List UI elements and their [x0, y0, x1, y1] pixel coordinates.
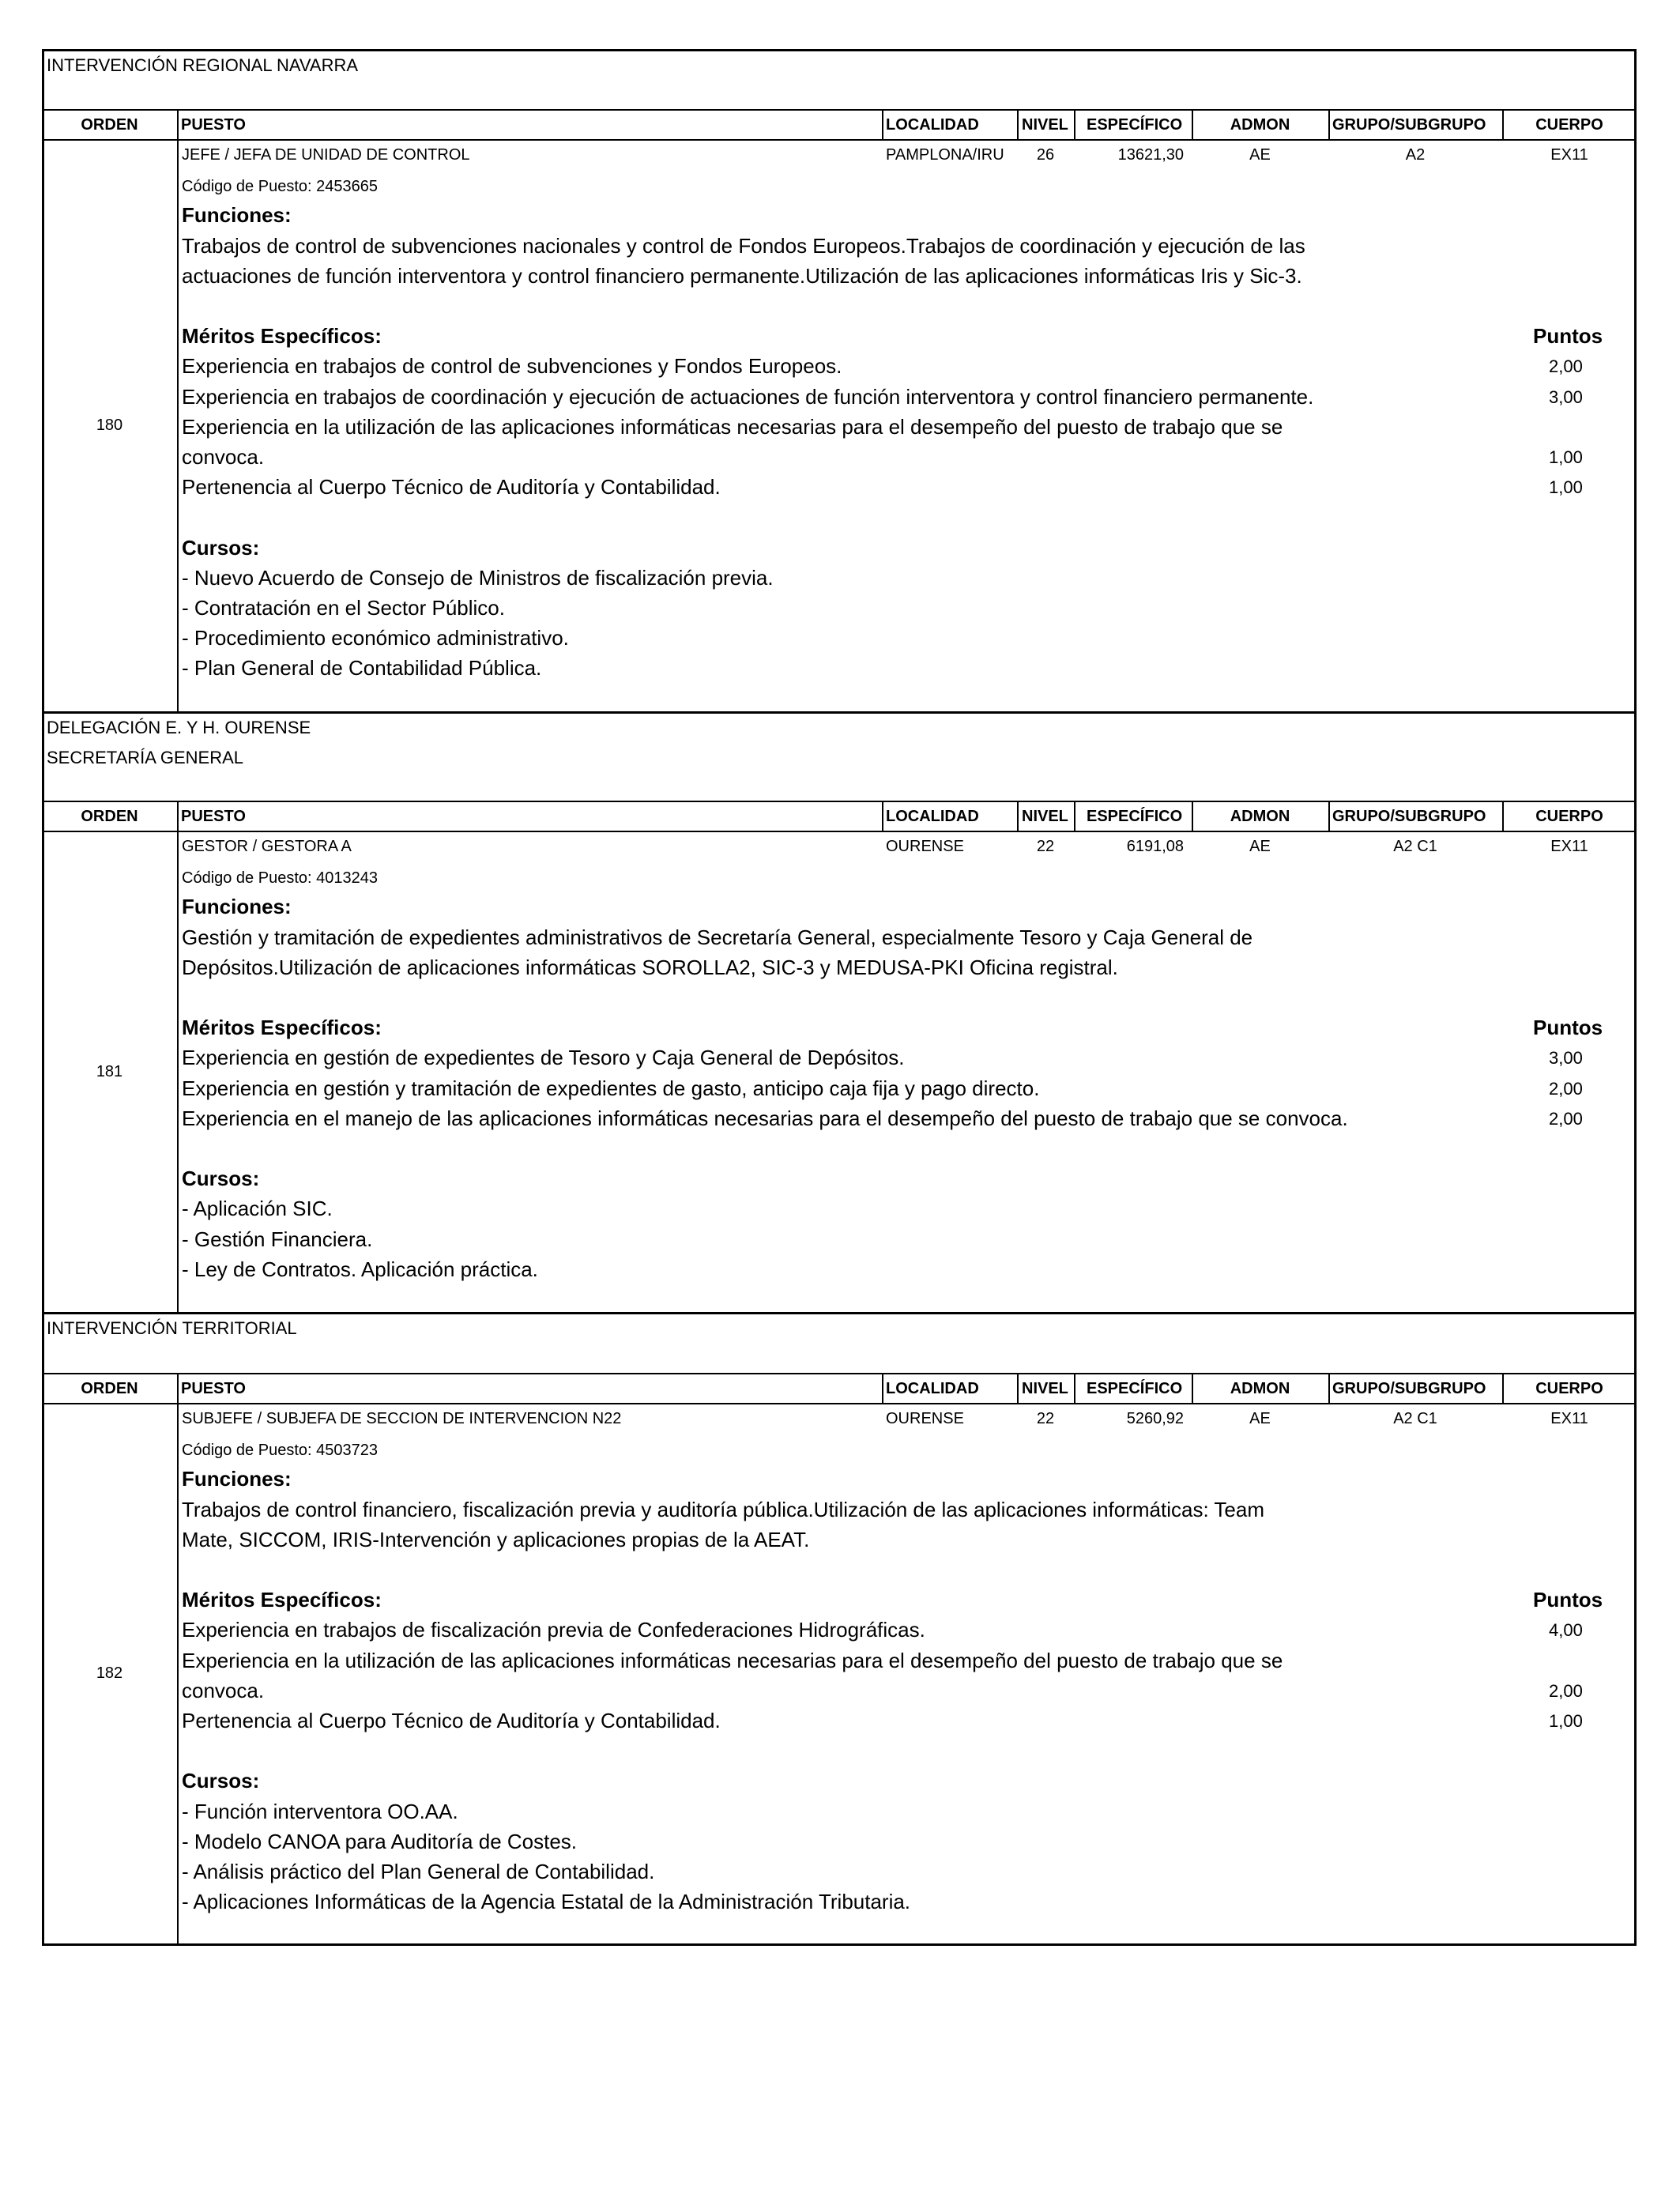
col-header-orden: ORDEN [81, 1380, 138, 1397]
especifico-value: 13621,30 [1117, 146, 1184, 164]
grupo-value: A2 C1 [1393, 838, 1437, 855]
especifico-value: 6191,08 [1126, 838, 1184, 855]
funciones-line: actuaciones de función interventora y control financiero permanente.Utilización de las aplicaciones informáticas Iris y Sic-3. [182, 263, 1302, 288]
curso-item: - Función interventora OO.AA. [182, 1799, 458, 1823]
col-header-especifico: ESPECÍFICO [1087, 1380, 1183, 1397]
col-header-localidad: LOCALIDAD [886, 116, 979, 134]
merito-puntos: 1,00 [1549, 447, 1583, 467]
col-header-grupo: GRUPO/SUBGRUPO [1332, 1380, 1486, 1397]
funciones-line: Trabajos de control de subvenciones nacionales y control de Fondos Europeos.Trabajos de coordinación y ejecución de las [182, 233, 1305, 258]
localidad-value: OURENSE [886, 838, 964, 855]
grupo-value: A2 C1 [1393, 1410, 1437, 1427]
merito-line: Experiencia en la utilización de las aplicaciones informáticas necesarias para el desempeño del puesto de trabajo que se [182, 414, 1283, 439]
meritos-title: Méritos Específicos: [182, 324, 382, 349]
meritos-title: Méritos Específicos: [182, 1588, 382, 1612]
frame-bottom [42, 1943, 1637, 1946]
section-top-rule [42, 1312, 1637, 1314]
header-bottom-rule [42, 1403, 1637, 1404]
orden-number: 181 [96, 1062, 123, 1080]
merito-puntos: 3,00 [1549, 386, 1583, 407]
section-heading: SECRETARÍA GENERAL [47, 748, 243, 767]
col-header-admon: ADMON [1230, 1380, 1290, 1397]
puesto-title: JEFE / JEFA DE UNIDAD DE CONTROL [182, 146, 470, 164]
col-header-puesto: PUESTO [181, 1380, 246, 1397]
col-header-especifico: ESPECÍFICO [1087, 116, 1183, 134]
frame-left [42, 1312, 44, 1943]
col-header-nivel: NIVEL [1022, 116, 1068, 134]
col-header-admon: ADMON [1230, 116, 1290, 134]
funciones-line: Trabajos de control financiero, fiscalización previa y auditoría pública.Utilización de las aplicaciones informáticas: Team [182, 1497, 1265, 1521]
curso-item: - Ley de Contratos. Aplicación práctica. [182, 1257, 538, 1281]
cursos-title: Cursos: [182, 1769, 260, 1793]
header-bottom-rule [42, 831, 1637, 832]
header-col-divider [882, 1373, 883, 1403]
merito-puntos: 2,00 [1549, 1078, 1583, 1099]
merito-line: Experiencia en trabajos de fiscalización previa de Confederaciones Hidrográficas. [182, 1618, 925, 1642]
localidad-value: OURENSE [886, 1410, 964, 1427]
col-header-cuerpo: CUERPO [1535, 1380, 1603, 1397]
nivel-value: 22 [1036, 1410, 1055, 1427]
col-header-localidad: LOCALIDAD [886, 1380, 979, 1397]
header-col-divider [1017, 801, 1019, 831]
meritos-title: Méritos Específicos: [182, 1016, 382, 1040]
curso-item: - Aplicación SIC. [182, 1197, 333, 1221]
header-col-divider [882, 109, 883, 139]
section-heading: INTERVENCIÓN TERRITORIAL [47, 1318, 297, 1338]
cursos-title: Cursos: [182, 535, 260, 560]
col-header-nivel: NIVEL [1022, 1380, 1068, 1397]
admon-value: AE [1249, 146, 1271, 164]
header-top-rule [42, 1373, 1637, 1374]
header-col-divider [882, 801, 883, 831]
puesto-title: GESTOR / GESTORA A [182, 838, 352, 855]
col-header-localidad: LOCALIDAD [886, 808, 979, 825]
orden-number: 180 [96, 417, 123, 434]
col-header-orden: ORDEN [81, 808, 138, 825]
funciones-title: Funciones: [182, 895, 292, 919]
curso-item: - Modelo CANOA para Auditoría de Costes. [182, 1829, 578, 1853]
merito-puntos: 1,00 [1549, 477, 1583, 498]
funciones-title: Funciones: [182, 1467, 292, 1491]
puntos-title: Puntos [1533, 1016, 1603, 1040]
curso-item: - Nuevo Acuerdo de Consejo de Ministros de fiscalización previa. [182, 565, 774, 590]
nivel-value: 26 [1036, 146, 1055, 164]
col-header-orden: ORDEN [81, 116, 138, 134]
col-header-grupo: GRUPO/SUBGRUPO [1332, 116, 1486, 134]
merito-line: Experiencia en trabajos de control de subvenciones y Fondos Europeos. [182, 354, 842, 379]
frame-right [1634, 1312, 1637, 1943]
cuerpo-value: EX11 [1550, 146, 1588, 164]
curso-item: - Gestión Financiera. [182, 1227, 373, 1251]
admon-value: AE [1249, 1410, 1271, 1427]
orden-number: 182 [96, 1664, 123, 1682]
funciones-line: Mate, SICCOM, IRIS-Intervención y aplicaciones propias de la AEAT. [182, 1527, 810, 1551]
col-header-puesto: PUESTO [181, 808, 246, 825]
localidad-value: PAMPLONA/IRU [886, 146, 1004, 164]
codigo-puesto: Código de Puesto: 4503723 [182, 1442, 378, 1460]
merito-puntos: 4,00 [1549, 1620, 1583, 1641]
col-header-cuerpo: CUERPO [1535, 116, 1603, 134]
merito-puntos: 2,00 [1549, 1108, 1583, 1129]
merito-line: convoca. [182, 445, 265, 469]
puntos-title: Puntos [1533, 324, 1603, 349]
section-top-rule [42, 711, 1637, 714]
merito-line: Experiencia en gestión de expedientes de Tesoro y Caja General de Depósitos. [182, 1046, 905, 1070]
header-col-divider [1074, 801, 1075, 831]
puntos-title: Puntos [1533, 1588, 1603, 1612]
merito-puntos: 2,00 [1549, 356, 1583, 377]
header-col-divider [1328, 801, 1330, 831]
curso-item: - Análisis práctico del Plan General de Contabilidad. [182, 1860, 655, 1883]
header-col-divider [1328, 1373, 1330, 1403]
curso-item: - Aplicaciones Informáticas de la Agencia Estatal de la Administración Tributaria. [182, 1890, 911, 1914]
merito-line: Experiencia en el manejo de las aplicaciones informáticas necesarias para el desempeño del puesto de trabajo que se convoca. [182, 1106, 1348, 1130]
puesto-title: SUBJEFE / SUBJEFA DE SECCION DE INTERVENCION N22 [182, 1410, 622, 1427]
especifico-value: 5260,92 [1126, 1410, 1184, 1427]
col-header-nivel: NIVEL [1022, 808, 1068, 825]
curso-item: - Contratación en el Sector Público. [182, 596, 505, 620]
merito-puntos: 3,00 [1549, 1048, 1583, 1069]
header-bottom-rule [42, 139, 1637, 141]
codigo-puesto: Código de Puesto: 4013243 [182, 869, 378, 888]
orden-divider [177, 109, 179, 711]
orden-divider [177, 1373, 179, 1943]
col-header-admon: ADMON [1230, 808, 1290, 825]
header-col-divider [1017, 109, 1019, 139]
merito-line: Experiencia en trabajos de coordinación y ejecución de actuaciones de función interventora y control financiero permanente. [182, 384, 1314, 409]
header-col-divider [1017, 1373, 1019, 1403]
header-col-divider [1074, 1373, 1075, 1403]
merito-line: Pertenencia al Cuerpo Técnico de Auditoría y Contabilidad. [182, 475, 721, 499]
col-header-especifico: ESPECÍFICO [1087, 808, 1183, 825]
col-header-puesto: PUESTO [181, 116, 246, 134]
merito-line: convoca. [182, 1678, 265, 1702]
nivel-value: 22 [1036, 838, 1055, 855]
header-col-divider [1074, 109, 1075, 139]
merito-line: Experiencia en gestión y tramitación de expedientes de gasto, anticipo caja fija y pago directo. [182, 1076, 1040, 1100]
funciones-line: Depósitos.Utilización de aplicaciones informáticas SOROLLA2, SIC-3 y MEDUSA-PKI Oficina registral. [182, 955, 1118, 979]
merito-puntos: 1,00 [1549, 1711, 1583, 1731]
section-top-rule [42, 49, 1637, 51]
header-top-rule [42, 801, 1637, 802]
curso-item: - Plan General de Contabilidad Pública. [182, 656, 542, 680]
section-heading: DELEGACIÓN E. Y H. OURENSE [47, 718, 311, 737]
funciones-title: Funciones: [182, 203, 292, 228]
col-header-grupo: GRUPO/SUBGRUPO [1332, 808, 1486, 825]
cuerpo-value: EX11 [1550, 1410, 1588, 1427]
funciones-line: Gestión y tramitación de expedientes administrativos de Secretaría General, especialmente Tesoro y Caja General de [182, 925, 1253, 949]
curso-item: - Procedimiento económico administrativo. [182, 626, 569, 650]
header-col-divider [1328, 109, 1330, 139]
section-heading: INTERVENCIÓN REGIONAL NAVARRA [47, 55, 359, 75]
frame-left [42, 49, 44, 711]
header-top-rule [42, 109, 1637, 111]
cursos-title: Cursos: [182, 1167, 260, 1191]
merito-line: Pertenencia al Cuerpo Técnico de Auditoría y Contabilidad. [182, 1709, 721, 1732]
codigo-puesto: Código de Puesto: 2453665 [182, 178, 378, 196]
grupo-value: A2 [1405, 146, 1426, 164]
admon-value: AE [1249, 838, 1271, 855]
cuerpo-value: EX11 [1550, 838, 1588, 855]
merito-line: Experiencia en la utilización de las aplicaciones informáticas necesarias para el desempeño del puesto de trabajo que se [182, 1648, 1283, 1672]
merito-puntos: 2,00 [1549, 1680, 1583, 1701]
orden-divider [177, 801, 179, 1312]
col-header-cuerpo: CUERPO [1535, 808, 1603, 825]
